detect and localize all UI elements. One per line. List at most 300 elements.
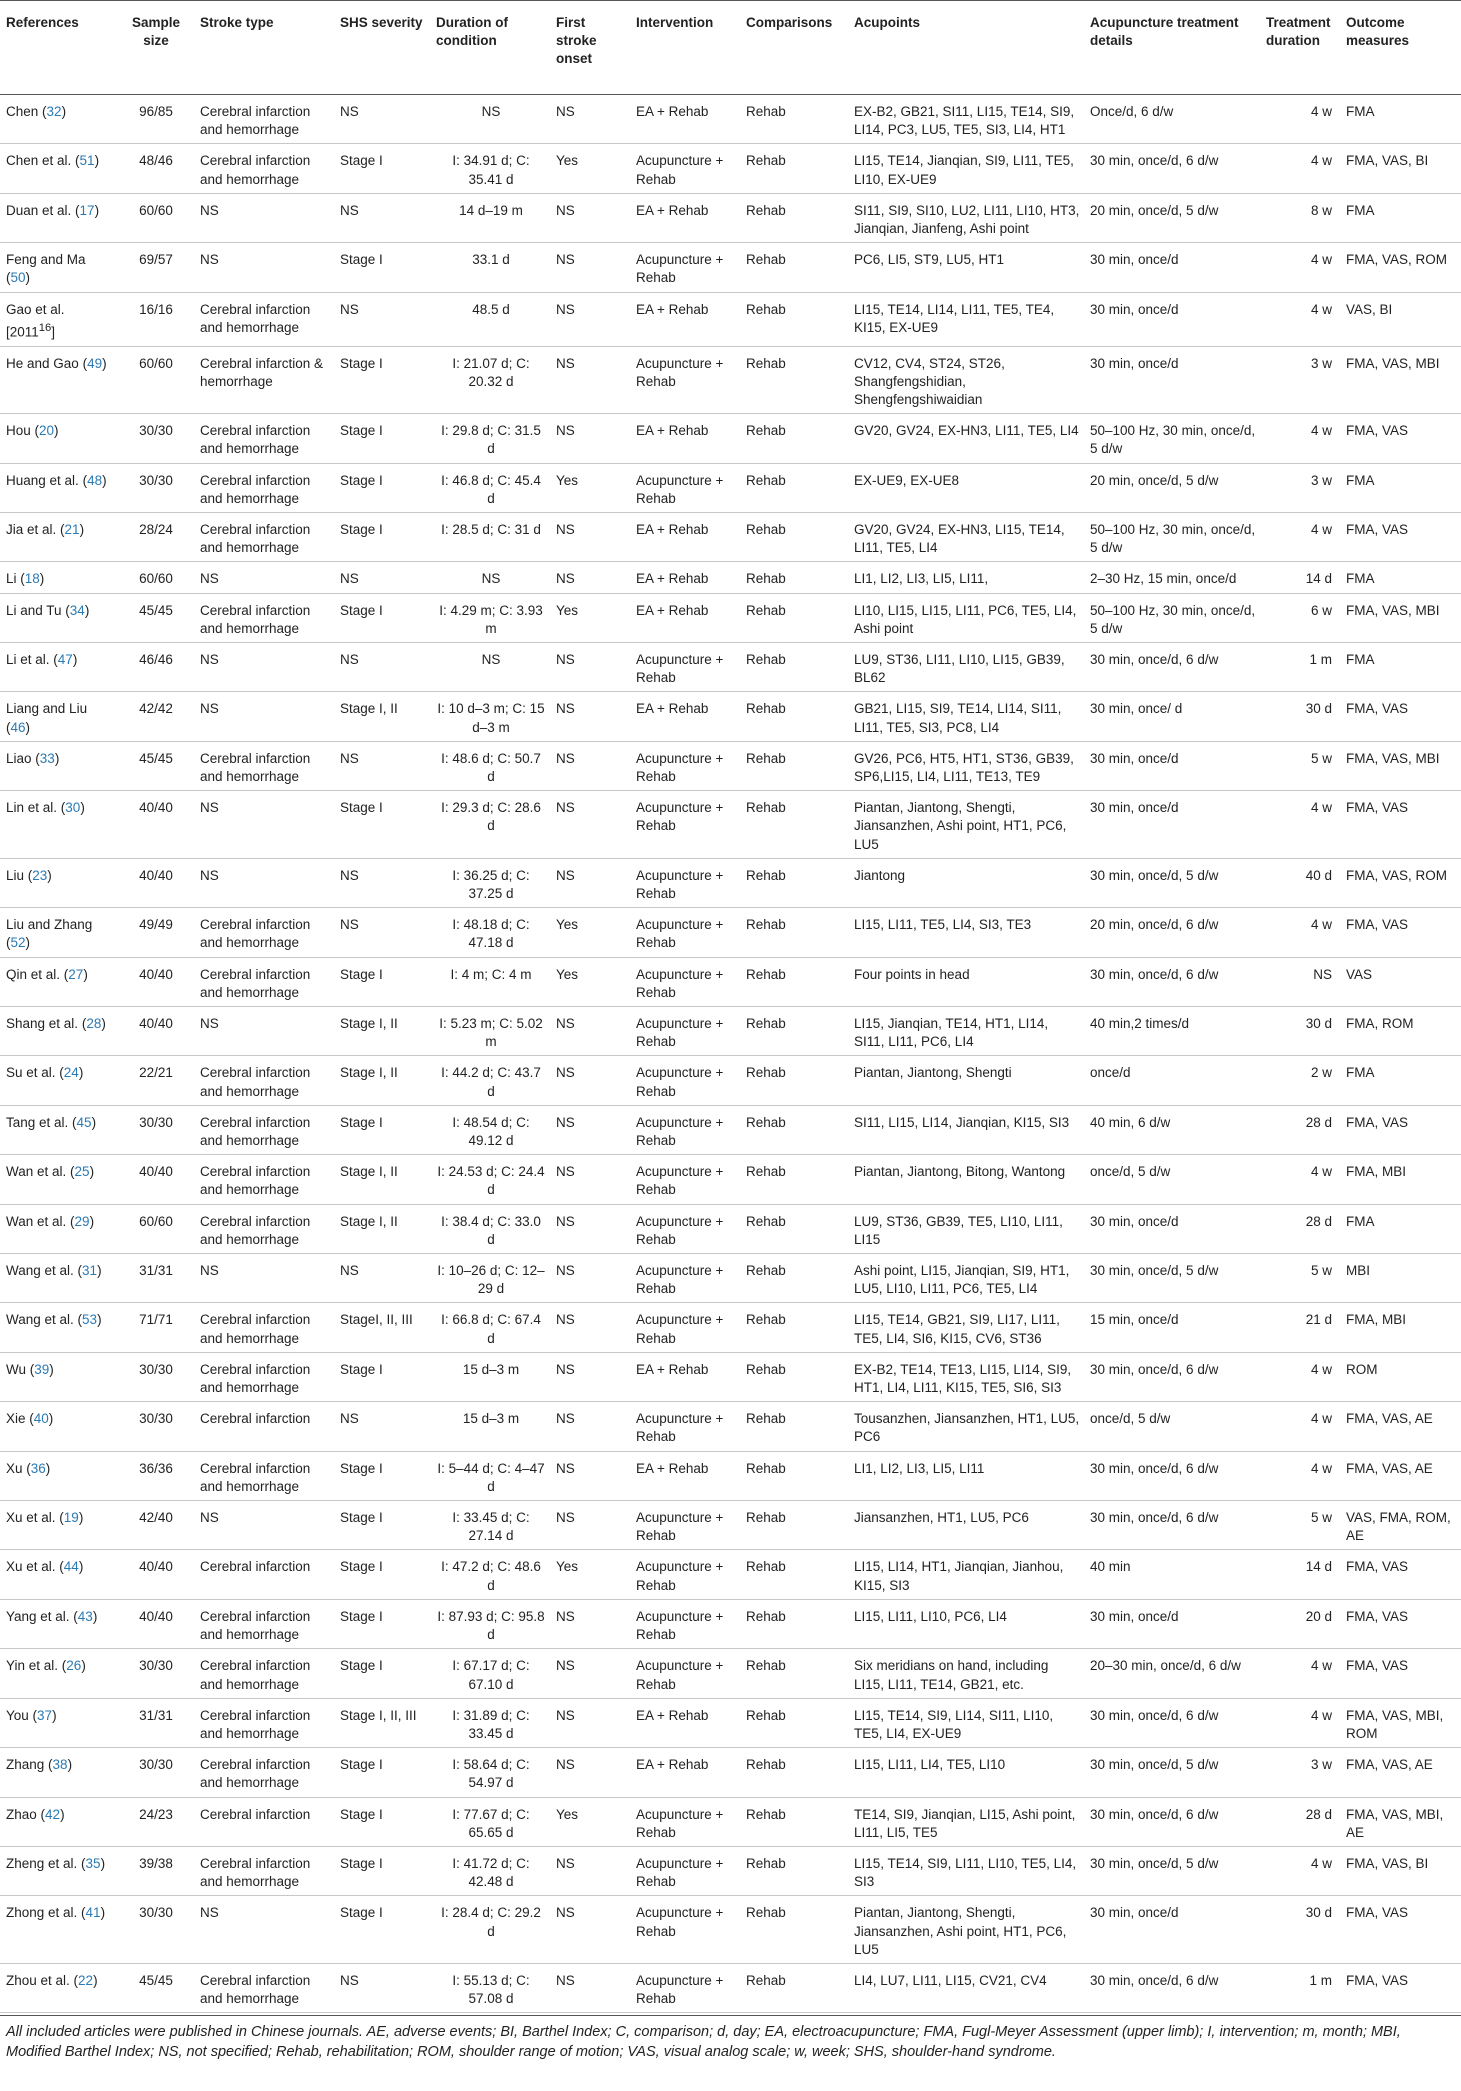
cell-outcome-measures: FMA, VAS, AE bbox=[1340, 1451, 1461, 1500]
cell-reference bbox=[0, 1007, 116, 1056]
cell-acupoints: Piantan, Jiantong, Bitong, Wantong bbox=[848, 1155, 1084, 1204]
header-intervention: Intervention bbox=[630, 1, 740, 95]
cell-acupoints: LI15, LI11, TE5, LI4, SI3, TE3 bbox=[848, 908, 1084, 957]
cell-treatment-details: once/d bbox=[1084, 1056, 1260, 1105]
cell-shs-severity: Stage I bbox=[334, 1846, 430, 1895]
cell-comparison: Rehab bbox=[740, 1105, 848, 1154]
cell-treatment-duration: 3 w bbox=[1260, 346, 1340, 414]
reference-author: You bbox=[6, 1707, 29, 1723]
reference-close: ) bbox=[100, 1905, 106, 1921]
cell-outcome-measures: FMA, VAS, MBI bbox=[1340, 346, 1461, 414]
cell-shs-severity: NS bbox=[334, 741, 430, 790]
cell-intervention: Acupuncture + Rehab bbox=[630, 1599, 740, 1648]
citation-link[interactable]: 18 bbox=[24, 571, 40, 587]
cell-stroke-type: Cerebral infarction and hemorrhage bbox=[194, 1155, 334, 1204]
cell-treatment-duration: 30 d bbox=[1260, 1007, 1340, 1056]
cell-sample-size: 48/46 bbox=[116, 144, 194, 193]
reference-author: Su et al. bbox=[6, 1065, 56, 1081]
reference-close: ) bbox=[25, 719, 31, 735]
citation-link[interactable]: 51 bbox=[79, 153, 95, 169]
cell-comparison: Rehab bbox=[740, 193, 848, 242]
reference-open: ( bbox=[71, 153, 80, 169]
cell-shs-severity: Stage I bbox=[334, 1797, 430, 1846]
cell-shs-severity: Stage I bbox=[334, 1501, 430, 1550]
cell-acupoints: LI10, LI15, LI15, LI11, PC6, TE5, LI4, Ashi point bbox=[848, 593, 1084, 642]
cell-shs-severity: NS bbox=[334, 1963, 430, 2012]
cell-duration: I: 44.2 d; C: 43.7 d bbox=[430, 1056, 550, 1105]
citation-link[interactable]: 40 bbox=[33, 1411, 49, 1427]
cell-shs-severity: Stage I bbox=[334, 1896, 430, 1964]
reference-author: Yin et al. bbox=[6, 1658, 59, 1674]
reference-open: ( bbox=[24, 867, 33, 883]
reference-open: ( bbox=[31, 750, 40, 766]
cell-stroke-type: Cerebral infarction and hemorrhage bbox=[194, 593, 334, 642]
citation-link[interactable]: 17 bbox=[79, 202, 95, 218]
reference-open: ( bbox=[6, 935, 11, 951]
cell-comparison: Rehab bbox=[740, 144, 848, 193]
cell-stroke-type: Cerebral infarction and hemorrhage bbox=[194, 1748, 334, 1797]
reference-close: ) bbox=[80, 800, 85, 816]
cell-treatment-details: 2–30 Hz, 15 min, once/d bbox=[1084, 562, 1260, 593]
cell-treatment-duration: 5 w bbox=[1260, 1501, 1340, 1550]
cell-duration: I: 66.8 d; C: 67.4 d bbox=[430, 1303, 550, 1352]
cell-sample-size: 60/60 bbox=[116, 562, 194, 593]
citation-link[interactable]: 19 bbox=[63, 1510, 79, 1526]
table-row bbox=[0, 1501, 1461, 1550]
cell-stroke-type: Cerebral infarction and hemorrhage bbox=[194, 1204, 334, 1253]
cell-sample-size: 69/57 bbox=[116, 243, 194, 292]
cell-reference bbox=[0, 1155, 116, 1204]
cell-stroke-type: NS bbox=[194, 1254, 334, 1303]
reference-close: ) bbox=[94, 202, 100, 218]
cell-duration: I: 48.54 d; C: 49.12 d bbox=[430, 1105, 550, 1154]
citation-link[interactable]: 45 bbox=[76, 1114, 92, 1130]
table-row bbox=[0, 414, 1461, 463]
cell-stroke-type: Cerebral infarction and hemorrhage bbox=[194, 1846, 334, 1895]
cell-stroke-type: Cerebral infarction and hemorrhage bbox=[194, 1451, 334, 1500]
reference-close: ) bbox=[91, 1114, 97, 1130]
reference-open: ( bbox=[78, 1016, 87, 1032]
reference-close: ) bbox=[54, 750, 60, 766]
cell-reference bbox=[0, 1846, 116, 1895]
cell-duration: I: 38.4 d; C: 33.0 d bbox=[430, 1204, 550, 1253]
cell-sample-size: 45/45 bbox=[116, 1963, 194, 2012]
cell-shs-severity: Stage I bbox=[334, 1649, 430, 1698]
reference-close: ) bbox=[78, 1559, 84, 1575]
table-row bbox=[0, 346, 1461, 414]
cell-reference bbox=[0, 1797, 116, 1846]
cell-treatment-details: 30 min, once/d bbox=[1084, 346, 1260, 414]
cell-reference bbox=[0, 144, 116, 193]
cell-treatment-duration: 8 w bbox=[1260, 193, 1340, 242]
citation-link[interactable]: 41 bbox=[85, 1905, 101, 1921]
cell-outcome-measures: VAS, FMA, ROM, AE bbox=[1340, 1501, 1461, 1550]
citation-link[interactable]: 38 bbox=[52, 1757, 68, 1773]
cell-stroke-type: Cerebral infarction and hemorrhage bbox=[194, 414, 334, 463]
cell-intervention: Acupuncture + Rehab bbox=[630, 243, 740, 292]
cell-reference bbox=[0, 1963, 116, 2012]
cell-outcome-measures: FMA, VAS, AE bbox=[1340, 1748, 1461, 1797]
cell-sample-size: 46/46 bbox=[116, 642, 194, 691]
cell-stroke-type: Cerebral infarction and hemorrhage bbox=[194, 512, 334, 561]
reference-open: ( bbox=[6, 270, 11, 286]
cell-duration: 15 d–3 m bbox=[430, 1352, 550, 1401]
citation-link[interactable]: 35 bbox=[85, 1855, 101, 1871]
reference-close: ) bbox=[78, 1065, 84, 1081]
cell-acupoints: LI15, Jianqian, TE14, HT1, LI14, SI11, LI11, PC6, LI4 bbox=[848, 1007, 1084, 1056]
cell-treatment-duration: 5 w bbox=[1260, 1254, 1340, 1303]
cell-intervention: Acupuncture + Rehab bbox=[630, 1105, 740, 1154]
cell-outcome-measures: FMA bbox=[1340, 95, 1461, 144]
cell-comparison: Rehab bbox=[740, 1254, 848, 1303]
cell-outcome-measures: FMA, VAS, MBI bbox=[1340, 593, 1461, 642]
cell-treatment-details: 30 min, once/d, 5 d/w bbox=[1084, 1846, 1260, 1895]
citation-link[interactable]: 28 bbox=[86, 1016, 102, 1032]
cell-treatment-details: 20 min, once/d, 6 d/w bbox=[1084, 908, 1260, 957]
citation-link[interactable]: 29 bbox=[74, 1213, 90, 1229]
cell-first-onset: NS bbox=[550, 741, 630, 790]
citation-link[interactable]: 23 bbox=[32, 867, 48, 883]
citation-link[interactable]: 49 bbox=[87, 355, 103, 371]
reference-open: ( bbox=[66, 1213, 75, 1229]
table-row bbox=[0, 1797, 1461, 1846]
reference-open: ( bbox=[55, 1559, 64, 1575]
reference-author: Wang et al. bbox=[6, 1312, 74, 1328]
cell-reference bbox=[0, 957, 116, 1006]
citation-link[interactable]: 33 bbox=[39, 750, 55, 766]
cell-sample-size: 31/31 bbox=[116, 1698, 194, 1747]
reference-author: Liu and Zhang bbox=[6, 917, 93, 933]
cell-first-onset: NS bbox=[550, 1402, 630, 1451]
cell-first-onset: Yes bbox=[550, 1550, 630, 1599]
cell-sample-size: 30/30 bbox=[116, 1402, 194, 1451]
cell-comparison: Rehab bbox=[740, 1303, 848, 1352]
reference-close: ) bbox=[102, 472, 107, 488]
citation-link[interactable]: 22 bbox=[78, 1972, 94, 1988]
citation-link[interactable]: 44 bbox=[63, 1559, 79, 1575]
reference-close: ) bbox=[81, 1658, 86, 1674]
cell-intervention: Acupuncture + Rehab bbox=[630, 791, 740, 859]
cell-duration: I: 41.72 d; C: 42.48 d bbox=[430, 1846, 550, 1895]
cell-intervention: EA + Rehab bbox=[630, 562, 740, 593]
reference-author: Jia et al. bbox=[6, 521, 57, 537]
cell-stroke-type: Cerebral infarction and hemorrhage bbox=[194, 1963, 334, 2012]
cell-treatment-details: 30 min, once/d, 6 d/w bbox=[1084, 1797, 1260, 1846]
cell-first-onset: NS bbox=[550, 791, 630, 859]
cell-treatment-details: Once/d, 6 d/w bbox=[1084, 95, 1260, 144]
reference-open: ( bbox=[55, 1510, 64, 1526]
cell-duration: I: 4 m; C: 4 m bbox=[430, 957, 550, 1006]
cell-first-onset: NS bbox=[550, 1649, 630, 1698]
cell-first-onset: NS bbox=[550, 1698, 630, 1747]
cell-comparison: Rehab bbox=[740, 908, 848, 957]
table-row bbox=[0, 144, 1461, 193]
citation-link[interactable]: 31 bbox=[82, 1263, 98, 1279]
cell-sample-size: 39/38 bbox=[116, 1846, 194, 1895]
cell-treatment-details: 50–100 Hz, 30 min, once/d, 5 d/w bbox=[1084, 593, 1260, 642]
reference-close: ) bbox=[89, 1213, 95, 1229]
cell-comparison: Rehab bbox=[740, 1402, 848, 1451]
cell-duration: I: 24.53 d; C: 24.4 d bbox=[430, 1155, 550, 1204]
cell-stroke-type: Cerebral infarction and hemorrhage bbox=[194, 1599, 334, 1648]
cell-acupoints: SI11, LI15, LI14, Jianqian, KI15, SI3 bbox=[848, 1105, 1084, 1154]
cell-stroke-type: Cerebral infarction and hemorrhage bbox=[194, 957, 334, 1006]
cell-sample-size: 30/30 bbox=[116, 463, 194, 512]
cell-treatment-duration: 4 w bbox=[1260, 1155, 1340, 1204]
cell-first-onset: Yes bbox=[550, 908, 630, 957]
citation-link[interactable]: 24 bbox=[63, 1065, 79, 1081]
citation-link[interactable]: 25 bbox=[74, 1164, 90, 1180]
cell-outcome-measures: FMA, VAS bbox=[1340, 1105, 1461, 1154]
header-sample-size: Sample size bbox=[116, 1, 194, 95]
cell-reference bbox=[0, 346, 116, 414]
citation-link[interactable]: 34 bbox=[69, 602, 85, 618]
reference-close: ) bbox=[45, 1460, 51, 1476]
cell-comparison: Rehab bbox=[740, 1007, 848, 1056]
cell-treatment-duration: 4 w bbox=[1260, 95, 1340, 144]
table-row bbox=[0, 791, 1461, 859]
cell-duration: I: 48.18 d; C: 47.18 d bbox=[430, 908, 550, 957]
reference-open: ( bbox=[16, 571, 25, 587]
reference-open: ( bbox=[22, 1460, 31, 1476]
cell-shs-severity: Stage I, II bbox=[334, 1056, 430, 1105]
cell-treatment-duration: 1 m bbox=[1260, 642, 1340, 691]
cell-duration: NS bbox=[430, 95, 550, 144]
cell-first-onset: NS bbox=[550, 1254, 630, 1303]
citation-link[interactable]: 42 bbox=[45, 1806, 61, 1822]
cell-outcome-measures: FMA, VAS bbox=[1340, 908, 1461, 957]
cell-reference bbox=[0, 243, 116, 292]
reference-author: Gao et al. bbox=[6, 301, 65, 317]
reference-open: ( bbox=[28, 1707, 38, 1723]
reference-author: Zhou et al. bbox=[6, 1972, 70, 1988]
table-row bbox=[0, 1056, 1461, 1105]
cell-comparison: Rehab bbox=[740, 1550, 848, 1599]
cell-outcome-measures: FMA, VAS, BI bbox=[1340, 1846, 1461, 1895]
reference-author: Li and Tu bbox=[6, 602, 62, 618]
reference-close: ) bbox=[25, 935, 31, 951]
cell-duration: I: 28.4 d; C: 29.2 d bbox=[430, 1896, 550, 1964]
reference-close: ) bbox=[97, 1312, 102, 1328]
cell-treatment-details: 30 min, once/d bbox=[1084, 243, 1260, 292]
cell-duration: NS bbox=[430, 642, 550, 691]
cell-sample-size: 42/42 bbox=[116, 692, 194, 741]
cell-intervention: Acupuncture + Rehab bbox=[630, 1649, 740, 1698]
citation-link[interactable]: 27 bbox=[68, 966, 84, 982]
reference-author: Chen bbox=[6, 104, 39, 119]
reference-author: Liu bbox=[6, 867, 25, 883]
cell-reference bbox=[0, 692, 116, 741]
table-row bbox=[0, 1599, 1461, 1648]
cell-treatment-details: 30 min, once/d, 6 d/w bbox=[1084, 144, 1260, 193]
cell-reference bbox=[0, 562, 116, 593]
reference-author: Xie bbox=[6, 1411, 26, 1427]
citation-link[interactable]: 36 bbox=[30, 1460, 46, 1476]
cell-comparison: Rehab bbox=[740, 858, 848, 907]
cell-first-onset: NS bbox=[550, 414, 630, 463]
cell-comparison: Rehab bbox=[740, 957, 848, 1006]
cell-sample-size: 30/30 bbox=[116, 1105, 194, 1154]
citation-link[interactable]: 50 bbox=[10, 270, 26, 286]
cell-acupoints: SI11, SI9, SI10, LU2, LI11, LI10, HT3, Jianqian, Jianfeng, Ashi point bbox=[848, 193, 1084, 242]
cell-first-onset: Yes bbox=[550, 1797, 630, 1846]
reference-open: ( bbox=[36, 1806, 46, 1822]
cell-reference bbox=[0, 1649, 116, 1698]
cell-duration: I: 46.8 d; C: 45.4 d bbox=[430, 463, 550, 512]
cell-duration: I: 5–44 d; C: 4–47 d bbox=[430, 1451, 550, 1500]
reference-open: [2011 bbox=[6, 324, 39, 340]
cell-shs-severity: Stage I bbox=[334, 1550, 430, 1599]
table-row bbox=[0, 1698, 1461, 1747]
cell-treatment-duration: 2 w bbox=[1260, 1056, 1340, 1105]
reference-open: ( bbox=[66, 1164, 75, 1180]
citation-link[interactable]: 26 bbox=[66, 1658, 82, 1674]
reference-close: ) bbox=[67, 1757, 73, 1773]
cell-first-onset: NS bbox=[550, 512, 630, 561]
cell-comparison: Rehab bbox=[740, 1896, 848, 1964]
citation-link[interactable]: 37 bbox=[37, 1707, 53, 1723]
cell-intervention: Acupuncture + Rehab bbox=[630, 957, 740, 1006]
cell-sample-size: 16/16 bbox=[116, 292, 194, 346]
cell-duration: I: 58.64 d; C: 54.97 d bbox=[430, 1748, 550, 1797]
table-row bbox=[0, 1105, 1461, 1154]
cell-stroke-type: Cerebral infarction and hemorrhage bbox=[194, 292, 334, 346]
cell-outcome-measures: FMA, VAS, AE bbox=[1340, 1402, 1461, 1451]
cell-outcome-measures: FMA, VAS bbox=[1340, 791, 1461, 859]
cell-treatment-duration: 4 w bbox=[1260, 144, 1340, 193]
cell-shs-severity: NS bbox=[334, 292, 430, 346]
cell-comparison: Rehab bbox=[740, 463, 848, 512]
reference-author: Xu et al. bbox=[6, 1510, 56, 1526]
cell-comparison: Rehab bbox=[740, 95, 848, 144]
cell-treatment-details: 30 min, once/d bbox=[1084, 1896, 1260, 1964]
cell-shs-severity: StageI, II, III bbox=[334, 1303, 430, 1352]
reference-open: ( bbox=[44, 1757, 53, 1773]
cell-comparison: Rehab bbox=[740, 741, 848, 790]
cell-acupoints: Jiansanzhen, HT1, LU5, PC6 bbox=[848, 1501, 1084, 1550]
cell-sample-size: 24/23 bbox=[116, 1797, 194, 1846]
cell-sample-size: 45/45 bbox=[116, 741, 194, 790]
citation-link[interactable]: 39 bbox=[34, 1361, 50, 1377]
cell-treatment-duration: 4 w bbox=[1260, 791, 1340, 859]
cell-shs-severity: Stage I bbox=[334, 243, 430, 292]
citation-link[interactable]: 32 bbox=[46, 104, 62, 119]
cell-acupoints: Six meridians on hand, including LI15, LI11, TE14, GB21, etc. bbox=[848, 1649, 1084, 1698]
reference-author: Chen et al. bbox=[6, 153, 72, 169]
cell-treatment-details: 30 min, once/d, 5 d/w bbox=[1084, 858, 1260, 907]
cell-sample-size: 28/24 bbox=[116, 512, 194, 561]
cell-acupoints: GB21, LI15, SI9, TE14, LI14, SI11, LI11, TE5, SI3, PC8, LI4 bbox=[848, 692, 1084, 741]
cell-reference bbox=[0, 463, 116, 512]
cell-duration: I: 31.89 d; C: 33.45 d bbox=[430, 1698, 550, 1747]
citation-link[interactable]: 43 bbox=[77, 1608, 93, 1624]
citation-link[interactable]: 48 bbox=[87, 472, 103, 488]
reference-open: ( bbox=[69, 1608, 78, 1624]
table-row bbox=[0, 1846, 1461, 1895]
cell-treatment-duration: 4 w bbox=[1260, 1698, 1340, 1747]
cell-treatment-duration: 1 m bbox=[1260, 1963, 1340, 2012]
citation-link[interactable]: 20 bbox=[39, 423, 55, 439]
cell-treatment-duration: 21 d bbox=[1260, 1303, 1340, 1352]
cell-intervention: Acupuncture + Rehab bbox=[630, 1846, 740, 1895]
reference-open: ( bbox=[58, 1658, 67, 1674]
citation-link[interactable]: 52 bbox=[10, 935, 26, 951]
cell-stroke-type: NS bbox=[194, 642, 334, 691]
table-header bbox=[0, 1, 1461, 95]
table-row bbox=[0, 1963, 1461, 2012]
cell-acupoints: LI1, LI2, LI3, LI5, LI11, bbox=[848, 562, 1084, 593]
cell-duration: NS bbox=[430, 562, 550, 593]
cell-intervention: Acupuncture + Rehab bbox=[630, 346, 740, 414]
cell-outcome-measures: FMA bbox=[1340, 642, 1461, 691]
cell-first-onset: NS bbox=[550, 642, 630, 691]
cell-outcome-measures: FMA, VAS, MBI, AE bbox=[1340, 1797, 1461, 1846]
cell-acupoints: LU9, ST36, LI11, LI10, LI15, GB39, BL62 bbox=[848, 642, 1084, 691]
cell-shs-severity: Stage I, II bbox=[334, 1204, 430, 1253]
cell-first-onset: NS bbox=[550, 1451, 630, 1500]
cell-acupoints: LI1, LI2, LI3, LI5, LI11 bbox=[848, 1451, 1084, 1500]
cell-shs-severity: Stage I, II, III bbox=[334, 1698, 430, 1747]
cell-sample-size: 42/40 bbox=[116, 1501, 194, 1550]
cell-treatment-details: 20–30 min, once/d, 6 d/w bbox=[1084, 1649, 1260, 1698]
cell-treatment-duration: 4 w bbox=[1260, 908, 1340, 957]
citation-link[interactable]: 47 bbox=[57, 651, 73, 667]
cell-outcome-measures: VAS, BI bbox=[1340, 292, 1461, 346]
citation-link[interactable]: 30 bbox=[65, 800, 81, 816]
cell-treatment-details: 20 min, once/d, 5 d/w bbox=[1084, 463, 1260, 512]
cell-treatment-details: 30 min, once/ d bbox=[1084, 692, 1260, 741]
cell-treatment-details: 30 min, once/d, 6 d/w bbox=[1084, 1501, 1260, 1550]
table-row bbox=[0, 741, 1461, 790]
cell-treatment-duration: 4 w bbox=[1260, 414, 1340, 463]
cell-reference bbox=[0, 858, 116, 907]
cell-intervention: Acupuncture + Rehab bbox=[630, 1963, 740, 2012]
cell-stroke-type: Cerebral infarction and hemorrhage bbox=[194, 1698, 334, 1747]
cell-treatment-duration: 14 d bbox=[1260, 562, 1340, 593]
cell-comparison: Rehab bbox=[740, 292, 848, 346]
cell-reference bbox=[0, 642, 116, 691]
reference-open: ( bbox=[57, 800, 66, 816]
cell-acupoints: LU9, ST36, GB39, TE5, LI10, LI11, LI15 bbox=[848, 1204, 1084, 1253]
cell-first-onset: NS bbox=[550, 1155, 630, 1204]
cell-shs-severity: Stage I bbox=[334, 1105, 430, 1154]
cell-duration: I: 55.13 d; C: 57.08 d bbox=[430, 1963, 550, 2012]
header-first-onset: First stroke onset bbox=[550, 1, 630, 95]
cell-stroke-type: NS bbox=[194, 1896, 334, 1964]
cell-treatment-details: 40 min,2 times/d bbox=[1084, 1007, 1260, 1056]
table-row bbox=[0, 642, 1461, 691]
cell-stroke-type: Cerebral infarction and hemorrhage bbox=[194, 1303, 334, 1352]
reference-author: Tang et al. bbox=[6, 1114, 69, 1130]
cell-treatment-duration: 14 d bbox=[1260, 1550, 1340, 1599]
citation-link[interactable]: 46 bbox=[10, 719, 26, 735]
reference-close: ) bbox=[100, 1855, 106, 1871]
citation-link[interactable]: 21 bbox=[64, 521, 80, 537]
cell-outcome-measures: FMA, VAS, MBI bbox=[1340, 741, 1461, 790]
citation-link[interactable]: 53 bbox=[82, 1312, 98, 1328]
cell-acupoints: PC6, LI5, ST9, LU5, HT1 bbox=[848, 243, 1084, 292]
cell-treatment-duration: NS bbox=[1260, 957, 1340, 1006]
cell-comparison: Rehab bbox=[740, 346, 848, 414]
cell-treatment-duration: 4 w bbox=[1260, 512, 1340, 561]
reference-close: ) bbox=[54, 423, 59, 439]
cell-reference bbox=[0, 741, 116, 790]
cell-treatment-duration: 3 w bbox=[1260, 1748, 1340, 1797]
cell-acupoints: Piantan, Jiantong, Shengti bbox=[848, 1056, 1084, 1105]
cell-treatment-duration: 4 w bbox=[1260, 1846, 1340, 1895]
cell-acupoints: EX-UE9, EX-UE8 bbox=[848, 463, 1084, 512]
reference-author: Feng and Ma bbox=[6, 252, 86, 268]
